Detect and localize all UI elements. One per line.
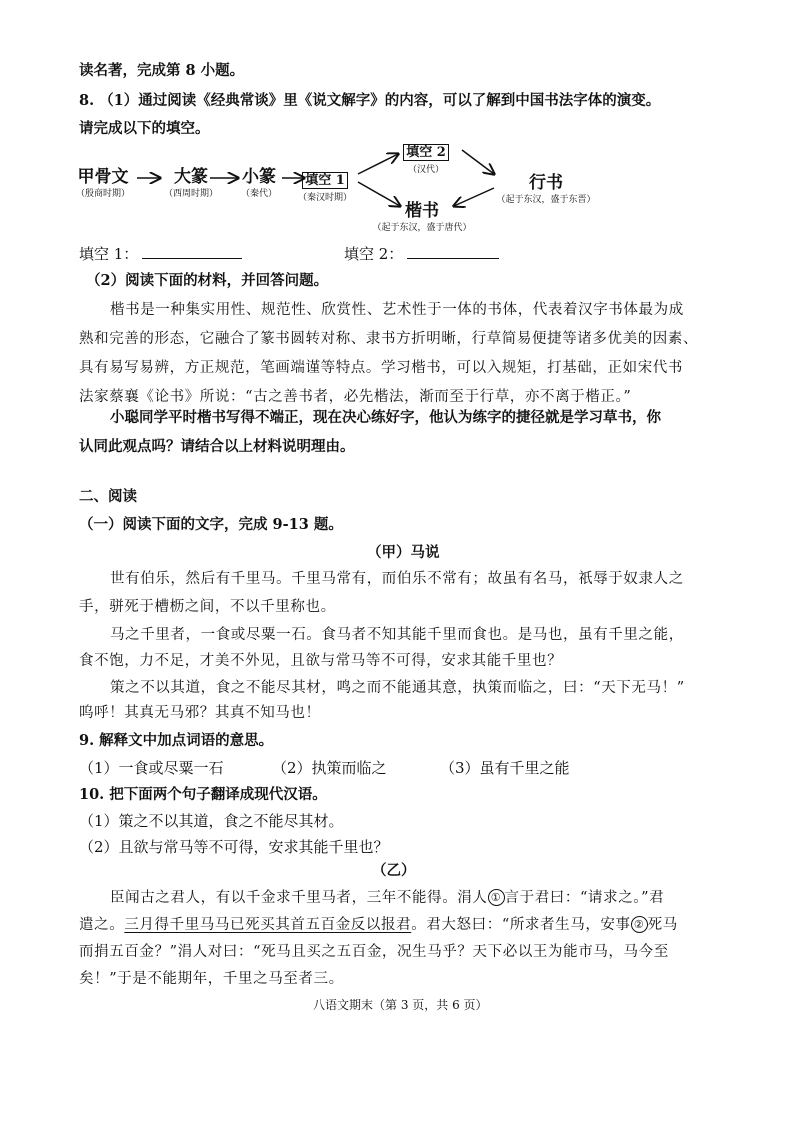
material-line-4: 法家蔡襄《论书》所说：“古之善书者，必先楷法，渐而至于行草，亦不离于楷正。” [79,389,632,405]
arrow-6 [462,150,494,174]
node-small-seal-period: （秦代） [240,189,277,199]
q8-ask-line-1: 小聪同学平时楷书写得不端正，现在决心练好字，他认为练字的捷径就是学习草书，你 [110,409,661,426]
node-regular-script-name: 楷书 [405,201,439,221]
node-blank-2-period: （汉代） [407,165,444,175]
q8-part1-line1: 8. （1）通过阅读《经典常谈》里《说文解字》的内容，可以了解到中国书法字体的演变。 [79,92,661,109]
node-small-seal-name: 小篆 [242,167,276,187]
blank-2-box: 填空 2 [403,144,449,161]
arrow-7 [454,188,494,206]
text-b-line-4: 矣！”于是不能期年，千里之马至者三。 [79,971,344,987]
node-great-seal-period: （西周时期） [163,189,218,199]
text-b-title: （乙） [372,862,416,879]
q8-part1-line2: 请完成以下的填空。 [79,120,210,137]
blank-1-box: 填空 1 [302,172,348,189]
arrow-5 [358,182,400,206]
blank-2-row [344,243,499,265]
part2-title: 二、阅读 [79,488,137,505]
text-a-line-5: 策之不以其道，食之不能尽其材，鸣之而不能通其意，执策而临之，曰：“天下无马！” [110,680,685,696]
material-line-3: 具有易写易辨，方正规范，笔画端谨等特点。学习楷书，可以入规矩，打基础，正如宋代书 [79,360,683,376]
node-oracle-bone-name: 甲骨文 [77,167,129,187]
text-b-line-3: 而捐五百金？”涓人对曰：“死马且买之五百金，况生马乎？天下必以王为能市马，马今至 [79,944,669,960]
underlined-sentence: 三月得千里马马已死买其首五百金反以报君 [124,917,412,933]
q8-ask-line-2: 认同此观点吗？请结合以上材料说明理由。 [79,438,355,455]
text-b-line-2a: 遣之。 [79,917,125,933]
blank-1-label: 填空 1： [79,245,139,263]
text-b-line-1 [110,887,664,909]
q8-part2-line: （2）阅读下面的材料，并回答问题。 [86,272,329,289]
note-marker-1: ① [488,889,505,906]
text-b-line-1b: 言于君曰：“请求之。”君 [504,890,665,906]
blank-2-answer-line[interactable] [407,244,499,259]
text-a-line-1: 世有伯乐，然后有千里马。千里马常有，而伯乐不常有；故虽有名马，祇辱于奴隶人之 [110,571,684,587]
q10-title: 10. 把下面两个句子翻译成现代汉语。 [79,786,327,803]
note-marker-2: ② [631,916,648,933]
text-a-line-3: 马之千里者，一食或尽粟一石。食马者不知其能千里而食也。是马也，虽有千里之能， [110,627,684,643]
part2-subtitle: （一）阅读下面的文字，完成 9-13 题。 [79,516,343,533]
material-line-1: 楷书是一种集实用性、规范性、欣赏性、艺术性于一体的书体，代表着汉字书体最为成 [110,302,684,318]
text-a-line-4: 食不饱，力不足，才美不外见，且欲与常马等不可得，安求其能千里也？ [79,653,563,669]
section-intro: 读名著，完成第 8 小题。 [79,62,245,79]
node-running-script-name: 行书 [529,173,563,193]
q10-item-2: （2）且欲与常马等不可得，安求其能千里也？ [79,838,389,856]
node-blank-1-period: （秦汉时期） [297,193,352,203]
node-running-script-period: （起于东汉，盛于东晋） [496,195,596,205]
node-great-seal-name: 大篆 [174,167,208,187]
q9-title: 9. 解释文中加点词语的意思。 [79,732,274,749]
page-footer: 八语文期末（第 3 页，共 6 页） [313,998,488,1012]
text-b-line-2c: 死马 [647,917,678,933]
node-regular-script-period: （起于东汉，盛于唐代） [372,223,472,233]
q9-item-3: （3）虽有千里之能 [440,759,570,777]
arrow-4 [358,154,398,174]
blank-2-label: 填空 2： [344,245,404,263]
q9-item-2: （2）执策而临之 [272,759,387,777]
text-b-line-2 [79,914,678,936]
node-oracle-bone-period: （殷商时期） [75,189,130,199]
diagram-arrows [0,0,794,260]
q10-item-1: （1）策之不以其道，食之不能尽其材。 [79,812,344,830]
text-a-line-6: 呜呼！其真无马邪？其真不知马也！ [79,705,321,721]
text-a-line-2: 手，骈死于槽枥之间，不以千里称也。 [79,599,336,615]
text-b-line-2b: 。君大怒曰：“所求者生马，安事 [411,917,631,933]
text-b-line-1a: 臣闻古之君人，有以千金求千里马者，三年不能得。涓人 [110,890,488,906]
blank-1-answer-line[interactable] [142,244,242,259]
blank-1-row [79,243,242,265]
material-line-2: 熟和完善的形态，它融合了篆书圆转对称、隶书方折明晰，行草简易便捷等诸多优美的因素、 [79,331,699,347]
text-a-title: （甲）马说 [367,544,440,561]
q9-item-1: （1）一食或尽粟一石 [79,759,224,777]
